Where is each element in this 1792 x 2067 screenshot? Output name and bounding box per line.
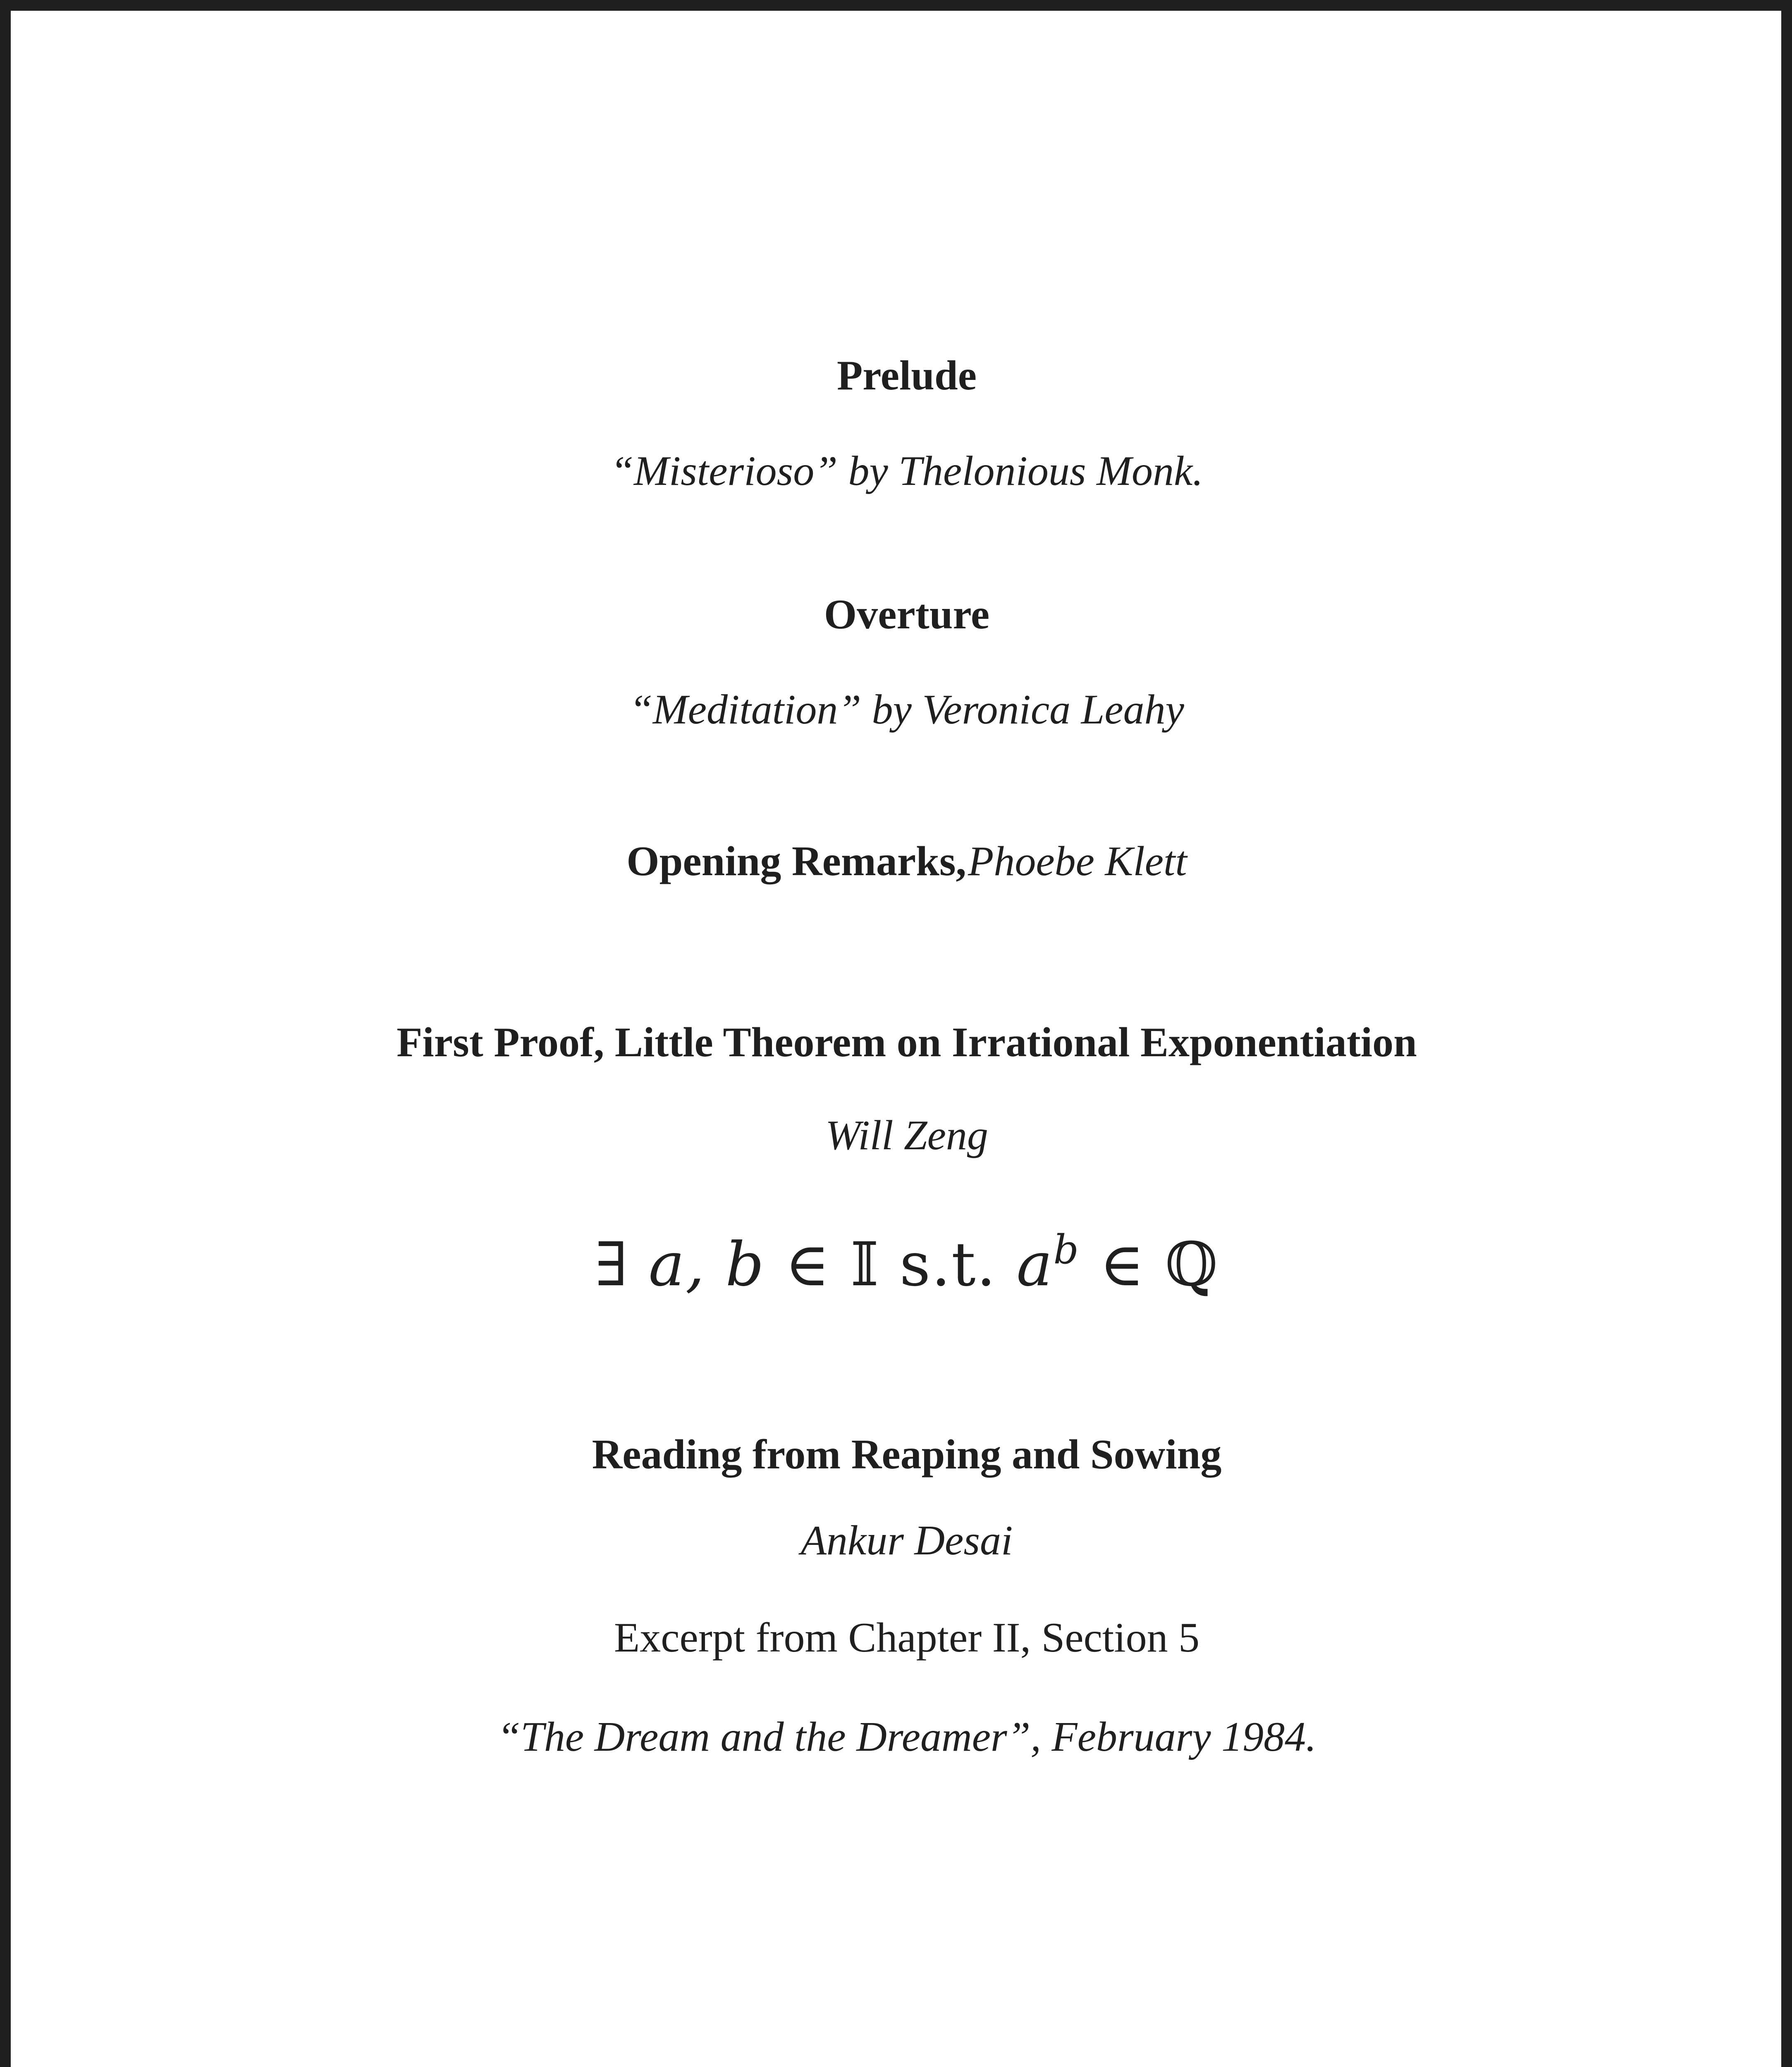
rationals-symbol: ℚ bbox=[1165, 1229, 1219, 1300]
element-of-symbol-2: ∈ bbox=[1099, 1229, 1145, 1300]
prelude-heading: Prelude bbox=[836, 352, 977, 399]
prelude-detail: “Misterioso” by Thelonious Monk. bbox=[610, 448, 1203, 494]
first-proof-heading: First Proof, Little Theorem on Irrational Exponentiation bbox=[397, 1019, 1417, 1066]
reading-heading: Reading from Reaping and Sowing bbox=[592, 1431, 1222, 1478]
power-expression bbox=[1016, 1229, 1080, 1300]
opening-remarks-line bbox=[11, 840, 1792, 883]
overture-heading: Overture bbox=[824, 591, 990, 638]
power-base: a bbox=[1016, 1229, 1054, 1300]
reading-excerpt: Excerpt from Chapter II, Section 5 bbox=[614, 1614, 1200, 1661]
formula-variables: a, b bbox=[648, 1229, 765, 1300]
overture-detail: “Meditation” by Veronica Leahy bbox=[629, 686, 1184, 733]
first-proof-speaker: Will Zeng bbox=[825, 1112, 988, 1159]
reading-speaker: Ankur Desai bbox=[800, 1517, 1013, 1564]
exists-symbol: ∃ bbox=[595, 1229, 629, 1300]
element-of-symbol: ∈ bbox=[785, 1229, 831, 1300]
reading-source: “The Dream and the Dreamer”, February 1984. bbox=[497, 1714, 1317, 1760]
irrationals-symbol: 𝕀 bbox=[850, 1229, 880, 1300]
theorem-formula bbox=[11, 1227, 1792, 1300]
such-that-text: s.t. bbox=[899, 1229, 996, 1300]
power-exponent: b bbox=[1053, 1227, 1080, 1273]
opening-remarks-speaker: Phoebe Klett bbox=[968, 838, 1187, 885]
opening-remarks-heading: Opening Remarks, bbox=[626, 838, 967, 885]
